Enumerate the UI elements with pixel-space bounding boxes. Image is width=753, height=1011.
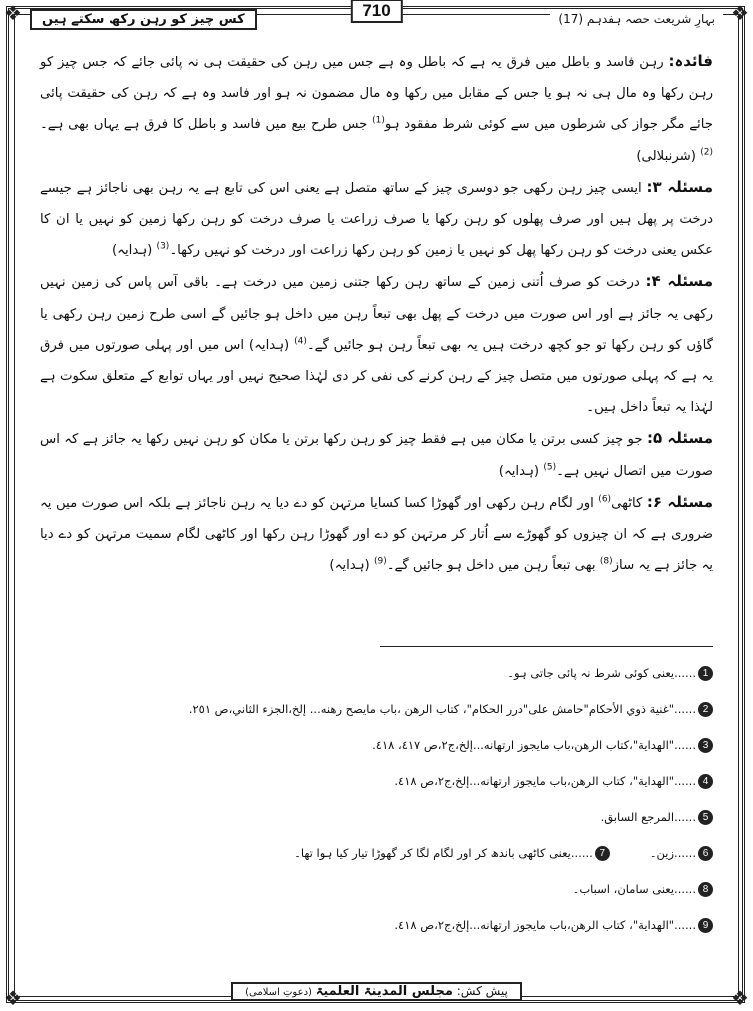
footnote bbox=[40, 799, 713, 835]
paragraph-text: ایسی چیز رہن رکھی جو دوسری چیز کے ساتھ متصل ہے یعنی اس کی تابع ہے یہ رہن بھی ناجائز ہے جیسے درخت پر پھل ہیں اور صرف پھلوں کو رہن رکھا یا صرف زراعت یا صرف درخت کو رہن رکھا زمین کو نہیں یا ان کا عکس یعنی درخت کو رہن رکھا پھل کو نہیں یا زمین کو رہن رکھا زراعت اور درخت کو نہیں رکھا۔ bbox=[40, 180, 713, 259]
footer-prefix: پیش کش: bbox=[456, 984, 508, 998]
paragraph-text: (ہدایہ) اس میں اور پہلی صورتوں میں فرق یہ ہے کہ پہلی صورتوں میں متصل چیز کے رہن کرنے کی نفی کر دی لہٰذا صحیح نہیں اور یہاں توابع کے متعلق سکوت ہے لہٰذا یہ تبعاً داخل ہیں۔ bbox=[40, 337, 713, 416]
footnote-number: 6 bbox=[698, 846, 713, 861]
footnote-ref: (2) bbox=[700, 147, 713, 158]
citation: (شرنبلالی) bbox=[636, 148, 696, 164]
footnote bbox=[40, 835, 713, 871]
footnote-text: ......المرجع السابق. bbox=[600, 810, 696, 824]
footnote-text: ......"الهداية"،كتاب الرهن،باب مايجوز ارتهانه...إلخ،ج٢،ص ٤١٧، ٤١٨. bbox=[372, 738, 696, 752]
book-title: بہارِ شریعت حصہ ہفدہم (17) bbox=[550, 12, 723, 26]
footnote-divider bbox=[380, 646, 713, 647]
footnote-number: 9 bbox=[698, 918, 713, 933]
corner-ornament-icon: ❖ bbox=[4, 986, 22, 1010]
citation: (ہدایہ) bbox=[111, 243, 153, 259]
footnote bbox=[40, 691, 713, 727]
footnote bbox=[40, 871, 713, 907]
footnote-number: 1 bbox=[698, 666, 713, 681]
paragraph-label: مسئلہ ۵: bbox=[646, 429, 713, 448]
footnote-number: 4 bbox=[698, 774, 713, 789]
footnote-ref: (5) bbox=[543, 462, 557, 473]
publisher-box bbox=[231, 982, 522, 1001]
paragraph-text: کاٹھی bbox=[611, 495, 643, 511]
footnotes bbox=[40, 655, 713, 943]
footnote-number: 7 bbox=[595, 846, 610, 861]
page-footer bbox=[0, 980, 753, 1001]
body-text bbox=[40, 46, 713, 581]
paragraph-masala-5 bbox=[40, 423, 713, 486]
footnote-ref: (3) bbox=[156, 241, 170, 252]
footnote-text: ......"الهداية"، كتاب الرهن،باب مايجوز ارتهانه...إلخ،ج٢،ص ٤١٨. bbox=[394, 918, 696, 932]
paragraph-text: رہن فاسد و باطل میں فرق یہ ہے کہ باطل وہ ہے جس میں رہن کی حقیقت ہی نہ پائی جائے کہ جس چیز کو رہن رکھا وہ مال ہی نہ ہو یا جس کے مقابل میں رکھا وہ مال مضمون نہ ہو اور فاسد وہ ہے کہ رہن کی حقیقت پائی جائے مگر جواز کی شرطوں میں سے کوئی شرط مفقود ہو bbox=[40, 55, 713, 133]
footnote-number: 2 bbox=[698, 702, 713, 717]
paragraph-text: جس طرح بیع میں فاسد و باطل کا فرق ہے یہاں بھی ہے۔ bbox=[40, 117, 368, 133]
footnote-ref: (8) bbox=[599, 556, 613, 567]
footnote-ref: (9) bbox=[373, 556, 387, 567]
paragraph-text: جو چیز کسی برتن یا مکان میں ہے فقط چیز کو رہن رکھا برتن یا مکان کو رہن نہیں رکھا یہ جائز ہے کہ اس صورت میں اتصال نہیں ہے۔ bbox=[40, 432, 713, 479]
corner-ornament-icon: ❖ bbox=[4, 1, 22, 25]
footnote-text: ......"الهداية"، كتاب الرهن،باب مايجوز ارتهانه...إلخ،ج٢،ص ٤١٨. bbox=[394, 774, 696, 788]
chapter-title: کس چیز کو رہن رکھ سکتے ہیں bbox=[30, 9, 257, 30]
footnote-number: 3 bbox=[698, 738, 713, 753]
citation: (ہدایہ) bbox=[329, 558, 370, 574]
paragraph-text: اور لگام رہن رکھی اور گھوڑا کسا کسایا مرتہن کو دے دیا یہ رہن ناجائز ہے بلکہ اس صورت میں یہ ضروری ہے کہ ان چیزوں کو گھوڑے سے اُتار کر مرتہن کو دے اور گھوڑا رہن رکھا اور کاٹھی لگام سمیت مرتہن کو دے دیا یہ جائز ہے یہ ساز bbox=[40, 495, 713, 574]
footnote-text: ......زین۔ bbox=[649, 846, 696, 860]
footnote bbox=[40, 907, 713, 943]
paragraph-note bbox=[40, 46, 713, 172]
footnote-ref: (4) bbox=[294, 336, 307, 347]
paragraph-text: درخت کو صرف اُتنی زمین کے ساتھ رہن رکھا جتنی زمین میں درخت ہے۔ باقی آس پاس کی زمین نہیں رکھی یہ جائز ہے اور اس صورت میں درخت کے پھل بھی تبعاً رہن میں داخل ہو جائیں گے اسی طرح زمین رہن رکھی یا گاؤں کو رہن رکھا تو جو کچھ درخت ہیں یہ بھی تبعاً رہن ہو جائیں گے۔ bbox=[40, 275, 713, 353]
publisher-sub: (دعوتِ اسلامی) bbox=[245, 987, 312, 998]
footnote-text: ......یعنی سامان، اسباب۔ bbox=[572, 882, 696, 896]
paragraph-label: فائدہ: bbox=[668, 52, 714, 70]
paragraph-masala-4 bbox=[40, 266, 713, 423]
footnote-text: ......"غنية ذوي الأحكام"حامش على"درر الحكام"، كتاب الرهن ،باب مايصح رهنه... إلخ،الجزء الثاني،ص ٢٥١. bbox=[188, 702, 696, 716]
publisher-name: مجلس المدینۃ العلمیۃ bbox=[315, 984, 453, 999]
paragraph-label: مسئلہ ۴: bbox=[645, 272, 713, 291]
paragraph-label: مسئلہ ۶: bbox=[646, 492, 713, 511]
footnote bbox=[40, 727, 713, 763]
footnote-text: ......یعنی کوئی شرط نہ پائی جاتی ہو۔ bbox=[507, 666, 696, 680]
paragraph-masala-3 bbox=[40, 172, 713, 267]
paragraph-masala-6 bbox=[40, 487, 713, 582]
corner-ornament-icon: ❖ bbox=[731, 986, 749, 1010]
footnote-text: ......یعنی کاٹھی باندھ کر اور لگام لگا کر گھوڑا تیار کیا ہوا تھا۔ bbox=[294, 846, 593, 860]
paragraph-text: بھی تبعاً رہن میں داخل ہو جائیں گے۔ bbox=[386, 558, 596, 574]
footnote bbox=[40, 763, 713, 799]
footnote-ref: (1) bbox=[372, 115, 385, 126]
footnote bbox=[40, 655, 713, 691]
footnote-number: 8 bbox=[698, 882, 713, 897]
footnote-ref: (6) bbox=[598, 494, 612, 505]
paragraph-label: مسئلہ ۳: bbox=[646, 177, 713, 196]
page-number: 710 bbox=[350, 0, 402, 23]
citation: (ہدایہ) bbox=[498, 463, 540, 479]
corner-ornament-icon: ❖ bbox=[731, 1, 749, 25]
footnote-number: 5 bbox=[698, 810, 713, 825]
